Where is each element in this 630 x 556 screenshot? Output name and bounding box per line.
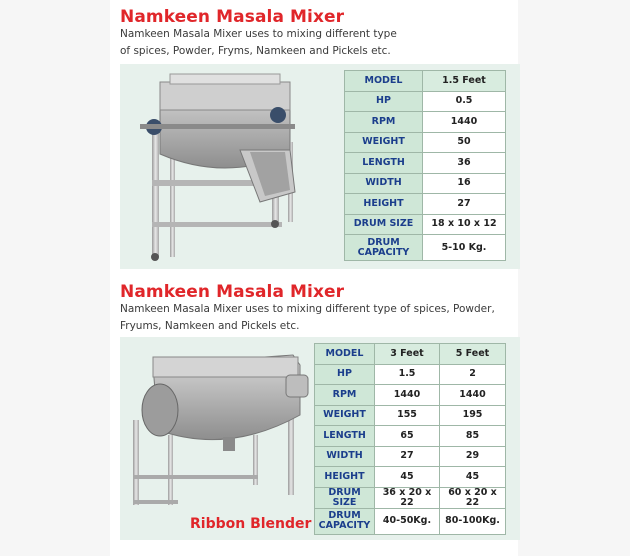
spec-value: 85 — [440, 426, 506, 447]
capacity-label-line2: CAPACITY — [357, 246, 410, 258]
spec-label: LENGTH — [345, 153, 423, 174]
spec-value: 155 — [375, 405, 440, 426]
spec-value: 65 — [375, 426, 440, 447]
spec-value: 29 — [440, 446, 506, 467]
brochure-page — [110, 0, 518, 556]
spec-value: 60 x 20 x 22 — [440, 487, 506, 508]
ribbon-blender-image — [128, 345, 313, 510]
spec-value: 27 — [375, 446, 440, 467]
table-row — [345, 112, 506, 133]
spec-value: 1440 — [440, 385, 506, 406]
spec-label: HEIGHT — [345, 194, 423, 215]
table-row — [345, 91, 506, 112]
section1-spec-table — [344, 70, 506, 261]
capacity-label-line1: DRUM — [328, 510, 361, 521]
section2-description — [120, 301, 495, 335]
table-row — [345, 153, 506, 174]
section2-title: Namkeen Masala Mixer — [120, 282, 345, 302]
section1-title: Namkeen Masala Mixer — [120, 7, 345, 27]
capacity-value: 80-100Kg. — [440, 508, 506, 534]
spec-value: 1440 — [423, 112, 506, 133]
table-row — [345, 194, 506, 215]
spec-value: 1440 — [375, 385, 440, 406]
masala-mixer-image — [140, 72, 320, 262]
capacity-label-line2: CAPACITY — [318, 520, 371, 531]
table-row — [345, 132, 506, 153]
spec-value: 2 — [440, 364, 506, 385]
header-model-label: MODEL — [345, 71, 423, 92]
table-row — [345, 235, 506, 261]
spec-value: 0.5 — [423, 91, 506, 112]
table-row — [315, 385, 506, 406]
table-row — [315, 426, 506, 447]
spec-value: 36 x 20 x 22 — [375, 487, 440, 508]
table-header-row — [315, 344, 506, 365]
spec-label: WEIGHT — [345, 132, 423, 153]
header-model-label: MODEL — [315, 344, 375, 365]
spec-label: HP — [315, 364, 375, 385]
table-row — [315, 467, 506, 488]
table-row — [315, 487, 506, 508]
header-model-value: 3 Feet — [375, 344, 440, 365]
section1-desc-line2: of spices, Powder, Fryms, Namkeen and Pickels etc. — [120, 45, 391, 57]
capacity-value: 5-10 Kg. — [423, 235, 506, 261]
table-row — [345, 173, 506, 194]
section2-desc-line1: Namkeen Masala Mixer uses to mixing different type of spices, Powder, — [120, 303, 495, 315]
section2-desc-line2: Fryums, Namkeen and Pickels etc. — [120, 320, 300, 332]
section2-spec-table — [314, 343, 506, 535]
spec-value: 36 — [423, 153, 506, 174]
section1-description — [120, 26, 397, 60]
table-row — [315, 508, 506, 534]
capacity-label — [315, 508, 375, 534]
spec-value: 45 — [375, 467, 440, 488]
capacity-value: 40-50Kg. — [375, 508, 440, 534]
spec-label: WIDTH — [315, 446, 375, 467]
ribbon-blender-caption: Ribbon Blender — [190, 516, 312, 532]
spec-label: DRUM SIZE — [345, 214, 423, 235]
table-row — [315, 446, 506, 467]
spec-value: 16 — [423, 173, 506, 194]
spec-label: RPM — [345, 112, 423, 133]
spec-label: DRUM SIZE — [315, 487, 375, 508]
spec-label: LENGTH — [315, 426, 375, 447]
capacity-label-line1: DRUM — [367, 236, 400, 248]
spec-label: WIDTH — [345, 173, 423, 194]
table-row — [315, 364, 506, 385]
spec-label: WEIGHT — [315, 405, 375, 426]
spec-label: HEIGHT — [315, 467, 375, 488]
header-model-value: 1.5 Feet — [423, 71, 506, 92]
spec-label: HP — [345, 91, 423, 112]
spec-value: 27 — [423, 194, 506, 215]
spec-label: RPM — [315, 385, 375, 406]
spec-value: 195 — [440, 405, 506, 426]
spec-value: 45 — [440, 467, 506, 488]
spec-value: 1.5 — [375, 364, 440, 385]
spec-value: 50 — [423, 132, 506, 153]
section1-desc-line1: Namkeen Masala Mixer uses to mixing different type — [120, 28, 397, 40]
table-row — [315, 405, 506, 426]
table-header-row — [345, 71, 506, 92]
table-row — [345, 214, 506, 235]
spec-value: 18 x 10 x 12 — [423, 214, 506, 235]
capacity-label — [345, 235, 423, 261]
header-model-value: 5 Feet — [440, 344, 506, 365]
